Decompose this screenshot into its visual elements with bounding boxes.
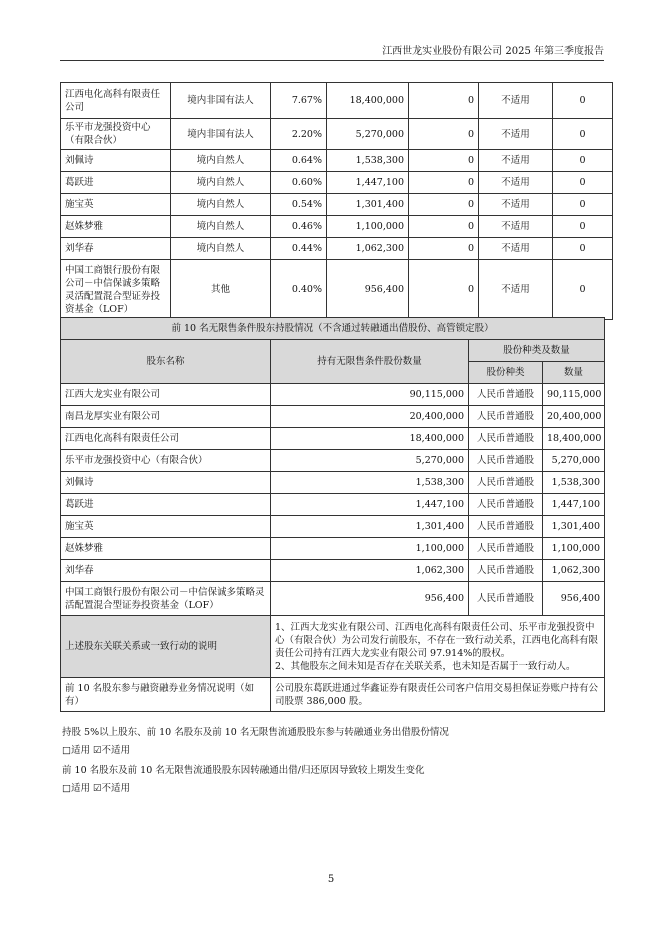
note-change: [62, 764, 424, 796]
pledge-quantity: 0: [553, 216, 613, 238]
table-row: [61, 83, 613, 119]
table-row: [61, 238, 613, 260]
restricted-shares: 0: [409, 119, 479, 150]
header-share-type-qty: 股份种类及数量: [469, 340, 605, 362]
pledge-quantity: 0: [553, 260, 613, 320]
pledge-quantity: 0: [553, 83, 613, 119]
shareholder-nature: 境内自然人: [171, 194, 271, 216]
holding-ratio: 0.54%: [271, 194, 327, 216]
unrestricted-shares: 5,270,000: [271, 450, 469, 472]
shareholder-nature: 境内自然人: [171, 216, 271, 238]
note-change-options: □适用 ☑不适用: [62, 783, 131, 794]
holder-name: 南昌龙厚实业有限公司: [61, 406, 271, 428]
restricted-shares: 0: [409, 194, 479, 216]
table-row: [61, 450, 605, 472]
pledge-status: 不适用: [479, 150, 553, 172]
unrestricted-shares: 90,115,000: [271, 384, 469, 406]
holding-shares: 18,400,000: [327, 83, 409, 119]
unrestricted-shares: 1,447,100: [271, 494, 469, 516]
unrestricted-shareholders-table: [60, 317, 605, 712]
table-row: [61, 560, 605, 582]
holder-name: 江西电化高科有限责任公司: [61, 428, 271, 450]
page-header: [60, 44, 604, 61]
holding-shares: 1,301,400: [327, 194, 409, 216]
report-title: 江西世龙实业股份有限公司 2025 年第三季度报告: [382, 46, 604, 57]
holder-name: 中国工商银行股份有限公司－中信保诚多策略灵活配置混合型证券投资基金（LOF）: [61, 582, 271, 616]
relation-label: 上述股东关联关系或一致行动的说明: [61, 616, 271, 678]
table-row: [61, 119, 613, 150]
unrestricted-shares: 18,400,000: [271, 428, 469, 450]
shareholder-nature: 其他: [171, 260, 271, 320]
header-share-type: 股份种类: [469, 362, 543, 384]
shareholder-name: 江西电化高科有限责任公司: [61, 83, 171, 119]
holding-shares: 1,062,300: [327, 238, 409, 260]
pledge-quantity: 0: [553, 119, 613, 150]
share-type: 人民币普通股: [469, 582, 543, 616]
shareholder-name: 刘华春: [61, 238, 171, 260]
share-quantity: 1,301,400: [543, 516, 605, 538]
share-type: 人民币普通股: [469, 538, 543, 560]
holder-name: 施宝英: [61, 516, 271, 538]
header-unrestricted-qty: 持有无限售条件股份数量: [271, 340, 469, 384]
pledge-status: 不适用: [479, 216, 553, 238]
shareholder-name: 中国工商银行股份有限公司－中信保诚多策略灵活配置混合型证券投资基金（LOF）: [61, 260, 171, 320]
shareholder-name: 葛跃进: [61, 172, 171, 194]
holding-shares: 1,100,000: [327, 216, 409, 238]
restricted-shares: 0: [409, 260, 479, 320]
pledge-quantity: 0: [553, 238, 613, 260]
table-row: [61, 172, 613, 194]
unrestricted-shareholders-body: [61, 384, 605, 616]
share-quantity: 956,400: [543, 582, 605, 616]
share-quantity: 20,400,000: [543, 406, 605, 428]
share-type: 人民币普通股: [469, 384, 543, 406]
table-row: [61, 216, 613, 238]
holding-ratio: 0.44%: [271, 238, 327, 260]
restricted-shares: 0: [409, 150, 479, 172]
unrestricted-shares: 1,062,300: [271, 560, 469, 582]
pledge-quantity: 0: [553, 194, 613, 216]
holding-shares: 5,270,000: [327, 119, 409, 150]
holder-name: 葛跃进: [61, 494, 271, 516]
header-qty: 数量: [543, 362, 605, 384]
table-row: [61, 538, 605, 560]
holding-ratio: 2.20%: [271, 119, 327, 150]
note-change-title: 前 10 名股东及前 10 名无限售流通股股东因转融通出借/归还原因导致较上期发生变化: [62, 765, 425, 776]
relation-text-1: 1、江西大龙实业有限公司、江西电化高科有限责任公司、乐平市龙强投资中心（有限合伙）为公司发行前股东，不存在一致行动关系，江西电化高科有限责任公司持有江西大龙实业有限公司 97.914%的股权。: [275, 621, 599, 659]
share-quantity: 18,400,000: [543, 428, 605, 450]
table-row: [61, 428, 605, 450]
restricted-shares: 0: [409, 238, 479, 260]
holding-ratio: 0.46%: [271, 216, 327, 238]
unrestricted-shares: 1,100,000: [271, 538, 469, 560]
unrestricted-shares: 20,400,000: [271, 406, 469, 428]
share-type: 人民币普通股: [469, 450, 543, 472]
holding-shares: 1,538,300: [327, 150, 409, 172]
holder-name: 赵姝梦雅: [61, 538, 271, 560]
pledge-status: 不适用: [479, 238, 553, 260]
header-holder: 股东名称: [61, 340, 271, 384]
share-quantity: 1,062,300: [543, 560, 605, 582]
shareholder-name: 乐平市龙强投资中心（有限合伙）: [61, 119, 171, 150]
margin-text: 公司股东葛跃进通过华鑫证券有限责任公司客户信用交易担保证券账户持有公司股票 386,000 股。: [271, 678, 605, 712]
holding-ratio: 7.67%: [271, 83, 327, 119]
holder-name: 刘华春: [61, 560, 271, 582]
note-lending: [62, 726, 449, 758]
share-type: 人民币普通股: [469, 472, 543, 494]
restricted-shares: 0: [409, 83, 479, 119]
pledge-status: 不适用: [479, 119, 553, 150]
table-row: [61, 194, 613, 216]
shareholder-name: 赵姝梦雅: [61, 216, 171, 238]
share-quantity: 1,447,100: [543, 494, 605, 516]
table-row: [61, 582, 605, 616]
restricted-shares: 0: [409, 216, 479, 238]
holding-ratio: 0.40%: [271, 260, 327, 320]
holding-shares: 1,447,100: [327, 172, 409, 194]
margin-label: 前 10 名股东参与融资融券业务情况说明（如有）: [61, 678, 271, 712]
holding-ratio: 0.64%: [271, 150, 327, 172]
table-row: [61, 260, 613, 320]
share-quantity: 1,100,000: [543, 538, 605, 560]
shareholder-name: 刘佩诗: [61, 150, 171, 172]
table-row: [61, 494, 605, 516]
pledge-status: 不适用: [479, 260, 553, 320]
holder-name: 江西大龙实业有限公司: [61, 384, 271, 406]
pledge-status: 不适用: [479, 83, 553, 119]
top-shareholders-table: [60, 82, 613, 320]
share-quantity: 1,538,300: [543, 472, 605, 494]
share-type: 人民币普通股: [469, 428, 543, 450]
shareholder-name: 施宝英: [61, 194, 171, 216]
share-type: 人民币普通股: [469, 494, 543, 516]
section-title: 前 10 名无限售条件股东持股情况（不含通过转融通出借股份、高管锁定股）: [61, 318, 605, 340]
unrestricted-shares: 956,400: [271, 582, 469, 616]
note-lending-title: 持股 5%以上股东、前 10 名股东及前 10 名无限售流通股股东参与转融通业务出借股份情况: [62, 727, 449, 738]
restricted-shares: 0: [409, 172, 479, 194]
share-quantity: 90,115,000: [543, 384, 605, 406]
shareholder-nature: 境内非国有法人: [171, 83, 271, 119]
pledge-quantity: 0: [553, 150, 613, 172]
shareholder-nature: 境内自然人: [171, 238, 271, 260]
shareholder-nature: 境内自然人: [171, 150, 271, 172]
shareholder-nature: 境内非国有法人: [171, 119, 271, 150]
share-type: 人民币普通股: [469, 406, 543, 428]
pledge-status: 不适用: [479, 172, 553, 194]
share-type: 人民币普通股: [469, 560, 543, 582]
holder-name: 乐平市龙强投资中心（有限合伙）: [61, 450, 271, 472]
note-lending-options: □适用 ☑不适用: [62, 745, 131, 756]
table-row: [61, 472, 605, 494]
table-row: [61, 384, 605, 406]
share-quantity: 5,270,000: [543, 450, 605, 472]
unrestricted-shares: 1,301,400: [271, 516, 469, 538]
shareholder-nature: 境内自然人: [171, 172, 271, 194]
holding-ratio: 0.60%: [271, 172, 327, 194]
share-type: 人民币普通股: [469, 516, 543, 538]
table-row: [61, 150, 613, 172]
top-shareholders-body: [61, 83, 613, 320]
holding-shares: 956,400: [327, 260, 409, 320]
pledge-status: 不适用: [479, 194, 553, 216]
pledge-quantity: 0: [553, 172, 613, 194]
page-number: 5: [327, 874, 335, 885]
relation-text-2: 2、其他股东之间未知是否存在关联关系，也未知是否属于一致行动人。: [275, 660, 576, 672]
relation-text: [271, 616, 605, 678]
unrestricted-shares: 1,538,300: [271, 472, 469, 494]
table-row: [61, 406, 605, 428]
holder-name: 刘佩诗: [61, 472, 271, 494]
table-row: [61, 516, 605, 538]
